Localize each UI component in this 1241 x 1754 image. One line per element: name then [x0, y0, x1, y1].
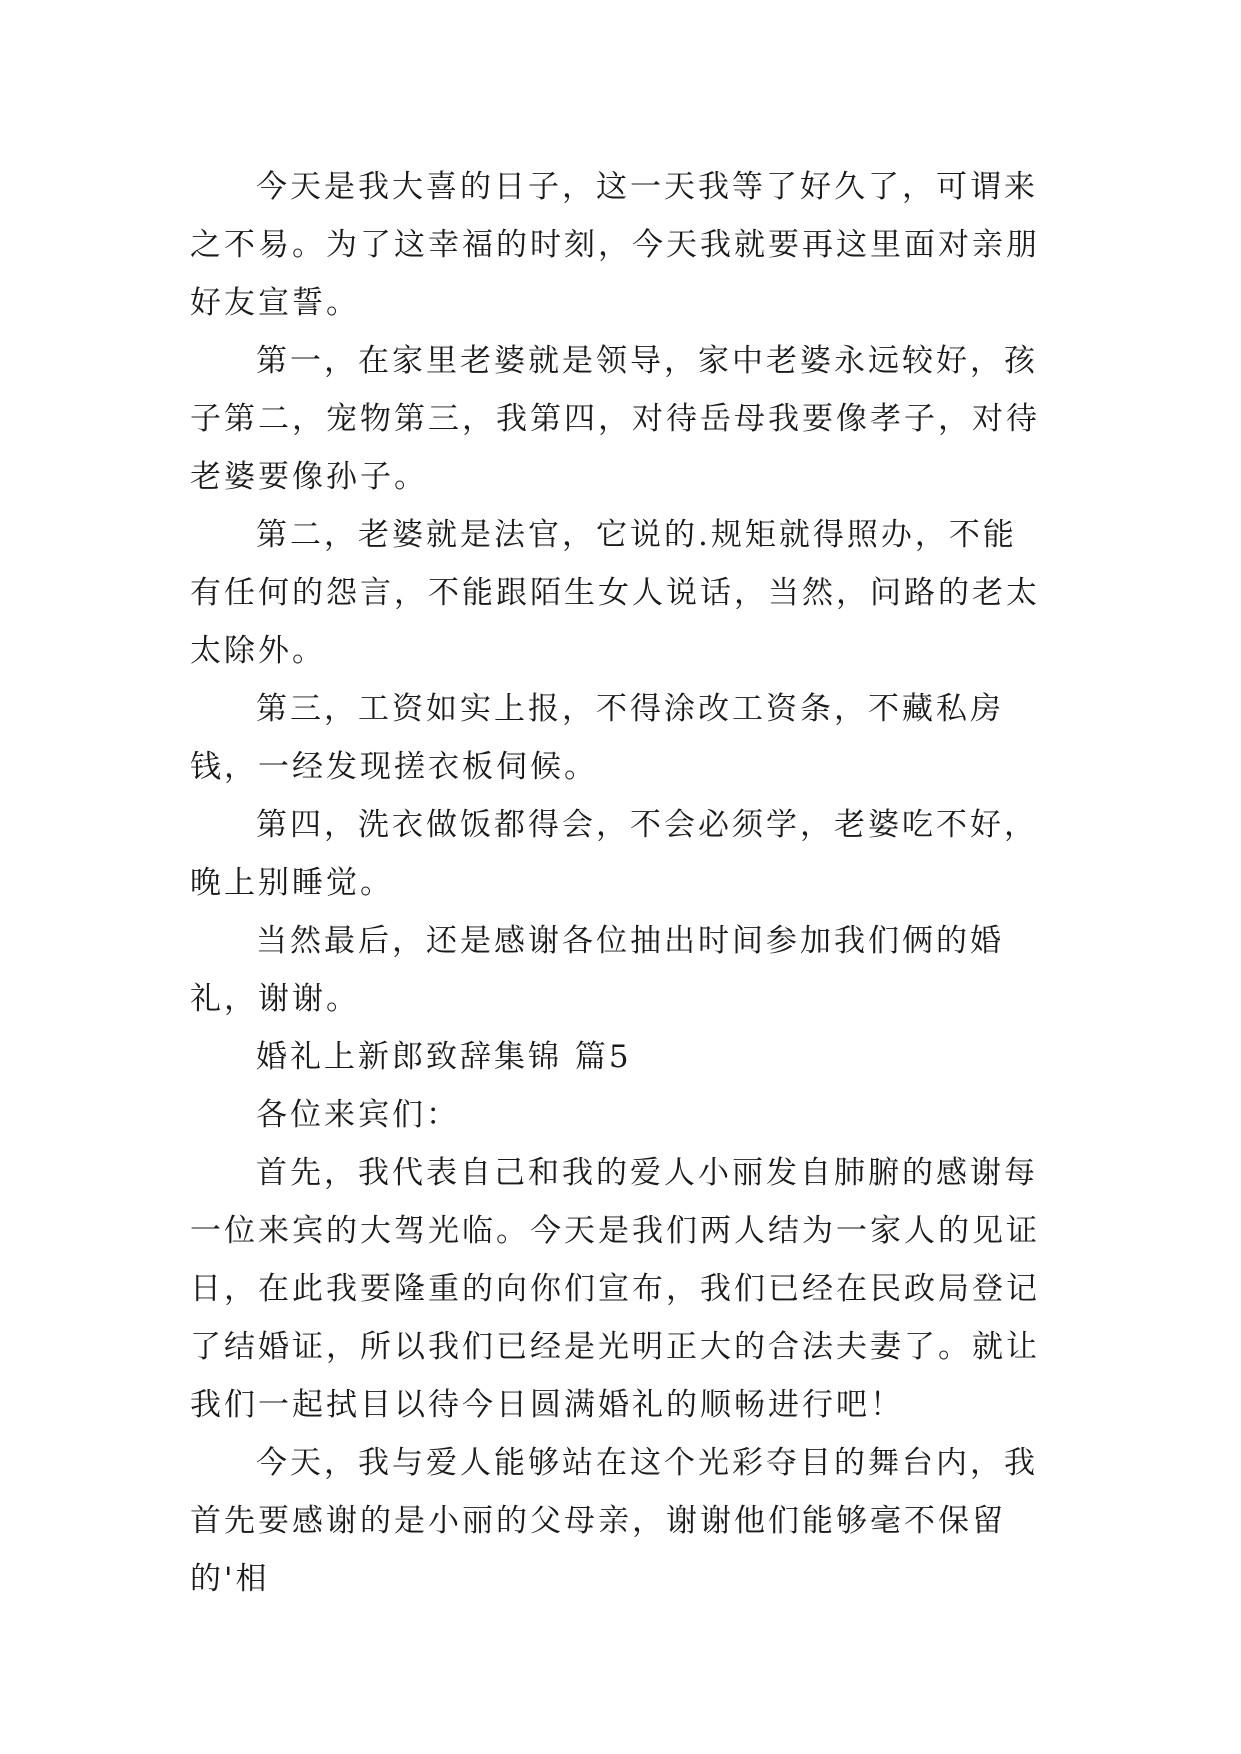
- section-heading: 婚礼上新郎致辞集锦 篇5: [256, 1039, 632, 1075]
- paragraph-greeting: 各位来宾们：: [256, 1097, 460, 1133]
- paragraph-opening: 今天是我大喜的日子，这一天我等了好久了，可谓来之不易。为了这幸福的时刻，今天我就要再这里面对亲朋好友宣誓。: [190, 169, 1040, 321]
- document-body: [190, 158, 1050, 1608]
- paragraph-gratitude: 今天，我与爱人能够站在这个光彩夺目的舞台内，我首先要感谢的是小丽的父母亲，谢谢他们能够毫不保留的'相: [190, 1445, 1038, 1597]
- paragraph-vow-first: 第一，在家里老婆就是领导，家中老婆永远较好，孩子第二，宠物第三，我第四，对待岳母我要像孝子，对待老婆要像孙子。: [190, 343, 1040, 495]
- paragraph-announcement: 首先，我代表自己和我的爱人小丽发自肺腑的感谢每一位来宾的大驾光临。今天是我们两人结为一家人的见证日，在此我要隆重的向你们宣布，我们已经在民政局登记了结婚证，所以我们已经是光明正大的合法夫妻了。就让我们一起拭目以待今日圆满婚礼的顺畅进行吧！: [190, 1155, 1040, 1423]
- paragraph-vow-second: 第二，老婆就是法官，它说的.规矩就得照办，不能有任何的怨言，不能跟陌生女人说话，当然，问路的老太太除外。: [190, 517, 1040, 669]
- paragraph-vow-fourth: 第四，洗衣做饭都得会，不会必须学，老婆吃不好，晚上别睡觉。: [190, 807, 1038, 901]
- paragraph-vow-third: 第三，工资如实上报，不得涂改工资条，不藏私房钱，一经发现搓衣板伺候。: [190, 691, 1004, 785]
- paragraph-thanks: 当然最后，还是感谢各位抽出时间参加我们俩的婚礼，谢谢。: [190, 923, 1004, 1017]
